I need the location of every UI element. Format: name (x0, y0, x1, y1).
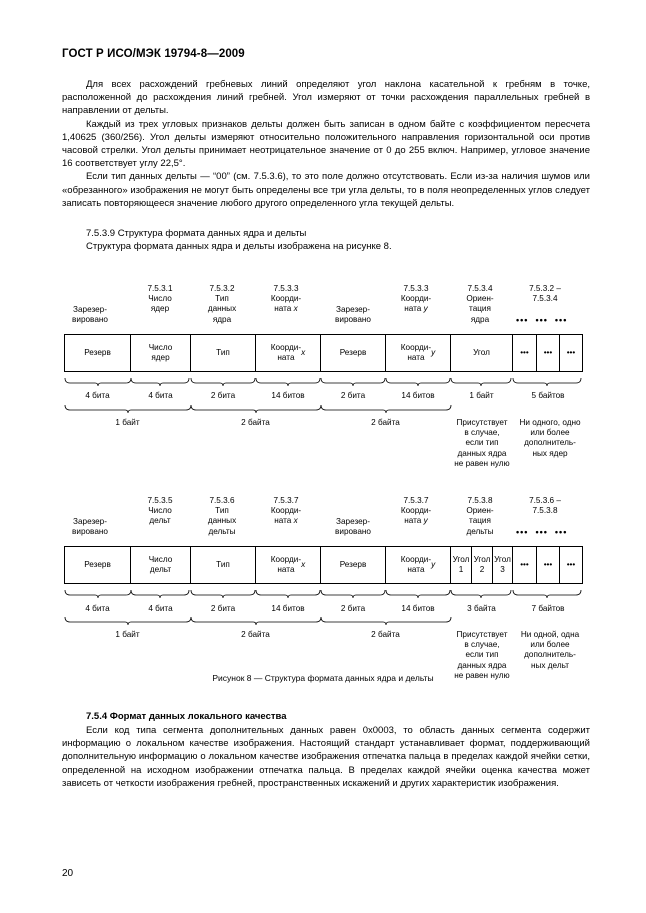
label-reserved: Зарезер- вировано (72, 305, 108, 325)
size-7: 1 байт (469, 391, 494, 400)
paragraph-2: Каждый из трех угловых признаков дельты должен быть записан в одном байте с коэффициентом пересчета 1,40625 (360/256). Угол дельты измеряют относительно положительного направления горизонтальной оси против часовой стрелки. Угол дельты принимает неотрицательное значение от 0 до 255 включ. Например, угловое значение 16 соответствует углу 22,5°. (62, 118, 590, 170)
label-orientation: 7.5.3.8 Ориен- тация дельты (466, 496, 494, 536)
cell-dots-2: ••• (536, 546, 560, 584)
cell-angle-2: Угол 2 (471, 546, 493, 584)
dots-top: ••• ••• ••• (516, 315, 568, 325)
size-4: 14 битов (271, 391, 305, 400)
cell-reserved: Резерв (64, 546, 131, 584)
section-754-title: 7.5.4 Формат данных локального качества (86, 711, 287, 722)
label-core-type: 7.5.3.2 Тип данных ядра (207, 284, 237, 324)
size-2: 4 бита (148, 604, 173, 613)
bytes-3: 2 байта (371, 630, 400, 639)
size-3: 2 бита (210, 604, 236, 613)
size-8: 7 байтов (531, 604, 565, 613)
cell-dots-3: ••• (559, 334, 583, 372)
section-739-heading: 7.5.3.9 Структура формата данных ядра и дельты (86, 228, 307, 239)
cell-coord-y: Коорди- ната y (385, 334, 451, 372)
size-5: 2 бита (340, 391, 366, 400)
label-delta-count: 7.5.3.5 Число дельт (147, 496, 173, 526)
note-present: Присутствует в случае, если тип данных ядра не равен нулю (454, 418, 510, 468)
label-reserved: Зарезер- вировано (72, 517, 108, 537)
document-header: ГОСТ Р ИСО/МЭК 19794-8—2009 (62, 48, 245, 60)
bytes-3: 2 байта (371, 418, 400, 427)
label-coord-y: 7.5.3.7 Коорди- ната y (400, 496, 432, 526)
cell-reserved-2: Резерв (320, 334, 386, 372)
cell-core-count: Число ядер (130, 334, 191, 372)
label-delta-type: 7.5.3.6 Тип данных дельты (207, 496, 237, 536)
label-core-count: 7.5.3.1 Число ядер (147, 284, 173, 314)
dots-top: ••• ••• ••• (516, 527, 568, 537)
label-orientation: 7.5.3.4 Ориен- тация ядра (466, 284, 494, 324)
bytes-2: 2 байта (241, 630, 270, 639)
note-present: Присутствует в случае, если тип данных ядра не равен нулю (454, 630, 510, 680)
cell-dots-1: ••• (512, 546, 537, 584)
cell-angle-1: Угол 1 (450, 546, 472, 584)
bytes-2: 2 байта (241, 418, 270, 427)
size-8: 5 байтов (531, 391, 565, 400)
cell-dots-1: ••• (512, 334, 537, 372)
note-additional: Ни одной, одна или более дополнитель- ных дельт (520, 630, 580, 670)
label-reserved-2: Зарезер- вировано (335, 305, 371, 325)
cell-dots-2: ••• (536, 334, 560, 372)
cell-reserved: Резерв (64, 334, 131, 372)
size-1: 4 бита (85, 391, 110, 400)
label-reserved-2: Зарезер- вировано (335, 517, 371, 537)
size-4: 14 битов (271, 604, 305, 613)
size-6: 14 битов (401, 604, 435, 613)
cell-delta-count: Число дельт (130, 546, 191, 584)
bytes-1: 1 байт (115, 630, 140, 639)
cell-coord-x: Коорди- ната x (255, 334, 321, 372)
paragraph-3: Если тип данных дельты — “00” (см. 7.5.3.6), то это поле должно отсутствовать. Если из-за наличия шумов или «обрезанного» изображения не могут быть определены все три угла дельты, то в поля неопределенных углов следует записать повторяющееся значение любого другого определенного угла текущей дельты. (62, 171, 590, 209)
cell-dots-3: ••• (559, 546, 583, 584)
cell-angle-3: Угол 3 (492, 546, 513, 584)
section-754-text: Если код типа сегмента дополнительных данных равен 0x0003, то область данных сегмента содержит информацию о локальном качестве изображения. Настоящий стандарт устанавливает формат, поддерживающий дополнительную информацию о локальном качестве изображения отпечатка пальца в пределах каждой ячейки сетки, определенной на исходном изображении отпечатка пальца. В пределах каждой ячейки оценка качества может зависеть от четкости изображения гребней, пространственных искажений и других характеристик изображения. (62, 725, 590, 789)
cell-type: Тип (190, 546, 256, 584)
label-coord-x: 7.5.3.7 Коорди- ната x (270, 496, 302, 526)
cell-coord-y: Коорди- ната y (385, 546, 451, 584)
cell-type: Тип (190, 334, 256, 372)
figure-caption: Рисунок 8 — Структура формата данных ядра и дельты (212, 673, 434, 683)
cell-angle: Угол (450, 334, 513, 372)
label-coord-y: 7.5.3.3 Коорди- ната y (400, 284, 432, 314)
note-additional: Ни одного, одно или более дополнитель- ных ядер (519, 418, 581, 458)
section-739-text: Структура формата данных ядра и дельты изображена на рисунке 8. (86, 241, 392, 252)
size-7: 3 байта (467, 604, 496, 613)
size-6: 14 битов (401, 391, 435, 400)
cell-coord-x: Коорди- ната x (255, 546, 321, 584)
page-number: 20 (62, 868, 74, 879)
label-additional-range: 7.5.3.6 – 7.5.3.8 (529, 496, 561, 516)
section-754-body (62, 724, 590, 790)
label-additional-range: 7.5.3.2 – 7.5.3.4 (529, 284, 561, 304)
paragraph-1: Для всех расхождений гребневых линий определяют угол наклона касательной к гребням в точке, расположенной до расхождения линий гребней. Угол измеряют от точки расхождения параллельных гребней в направлении от дельты. (62, 79, 590, 117)
label-coord-x: 7.5.3.3 Коорди- ната x (270, 284, 302, 314)
size-1: 4 бита (85, 604, 110, 613)
cell-reserved-2: Резерв (320, 546, 386, 584)
bytes-1: 1 байт (115, 418, 140, 427)
size-2: 4 бита (148, 391, 173, 400)
size-5: 2 бита (340, 604, 366, 613)
size-3: 2 бита (210, 391, 236, 400)
